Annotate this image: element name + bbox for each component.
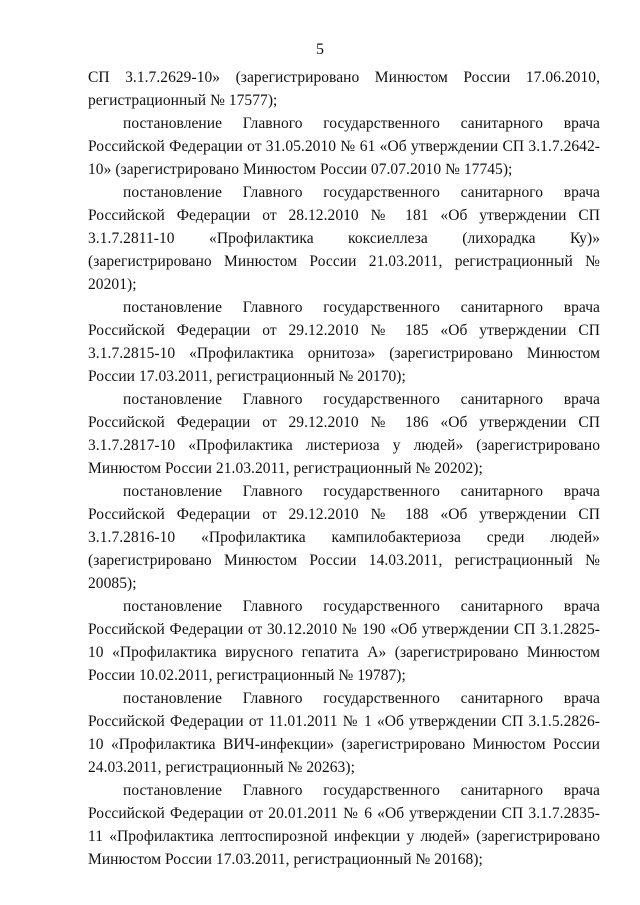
document-body: [88, 66, 600, 871]
paragraph-resolution-188: постановление Главного государственного санитарного врача Российской Федерации от 29.12.2010 № 188 «Об утверждении СП 3.1.7.2816-10 «Профилактика кампилобактериоза среди людей» (зарегистрировано Минюстом России 14.03.2011, регистрационный № 20085);: [88, 483, 600, 592]
paragraph-resolution-6: постановление Главного государственного санитарного врача Российской Федерации от 20.01.2011 № 6 «Об утверждении СП 3.1.7.2835-11 «Профилактика лептоспирозной инфекции у людей» (зарегистрировано Минюстом России 17.03.2011, регистрационный № 20168);: [88, 782, 600, 868]
paragraph-resolution-61: постановление Главного государственного санитарного врача Российской Федерации от 31.05.2010 № 61 «Об утверждении СП 3.1.7.2642-10» (зарегистрировано Минюстом России 07.07.2010 № 17745);: [88, 115, 600, 178]
paragraph-resolution-190: постановление Главного государственного санитарного врача Российской Федерации от 30.12.2010 № 190 «Об утверждении СП 3.1.2825-10 «Профилактика вирусного гепатита А» (зарегистрировано Минюстом России 10.02.2011, регистрационный № 19787);: [88, 598, 600, 684]
paragraph-continuation: СП 3.1.7.2629-10» (зарегистрировано Минюстом России 17.06.2010, регистрационный № 17577);: [88, 69, 600, 109]
paragraph-resolution-186: постановление Главного государственного санитарного врача Российской Федерации от 29.12.2010 № 186 «Об утверждении СП 3.1.7.2817-10 «Профилактика листериоза у людей» (зарегистрировано Минюстом России 21.03.2011, регистрационный № 20202);: [88, 391, 600, 477]
page-number: 5: [316, 41, 324, 58]
paragraph-resolution-181: постановление Главного государственного санитарного врача Российской Федерации от 28.12.2010 № 181 «Об утверждении СП 3.1.7.2811-10 «Профилактика коксиеллеза (лихорадка Ку)» (зарегистрировано Минюстом России 21.03.2011, регистрационный № 20201);: [88, 184, 600, 293]
paragraph-resolution-1: постановление Главного государственного санитарного врача Российской Федерации от 11.01.2011 № 1 «Об утверждении СП 3.1.5.2826-10 «Профилактика ВИЧ-инфекции» (зарегистрировано Минюстом России 24.03.2011, регистрационный № 20263);: [88, 690, 600, 776]
paragraph-resolution-185: постановление Главного государственного санитарного врача Российской Федерации от 29.12.2010 № 185 «Об утверждении СП 3.1.7.2815-10 «Профилактика орнитоза» (зарегистрировано Минюстом России 17.03.2011, регистрационный № 20170);: [88, 299, 600, 385]
